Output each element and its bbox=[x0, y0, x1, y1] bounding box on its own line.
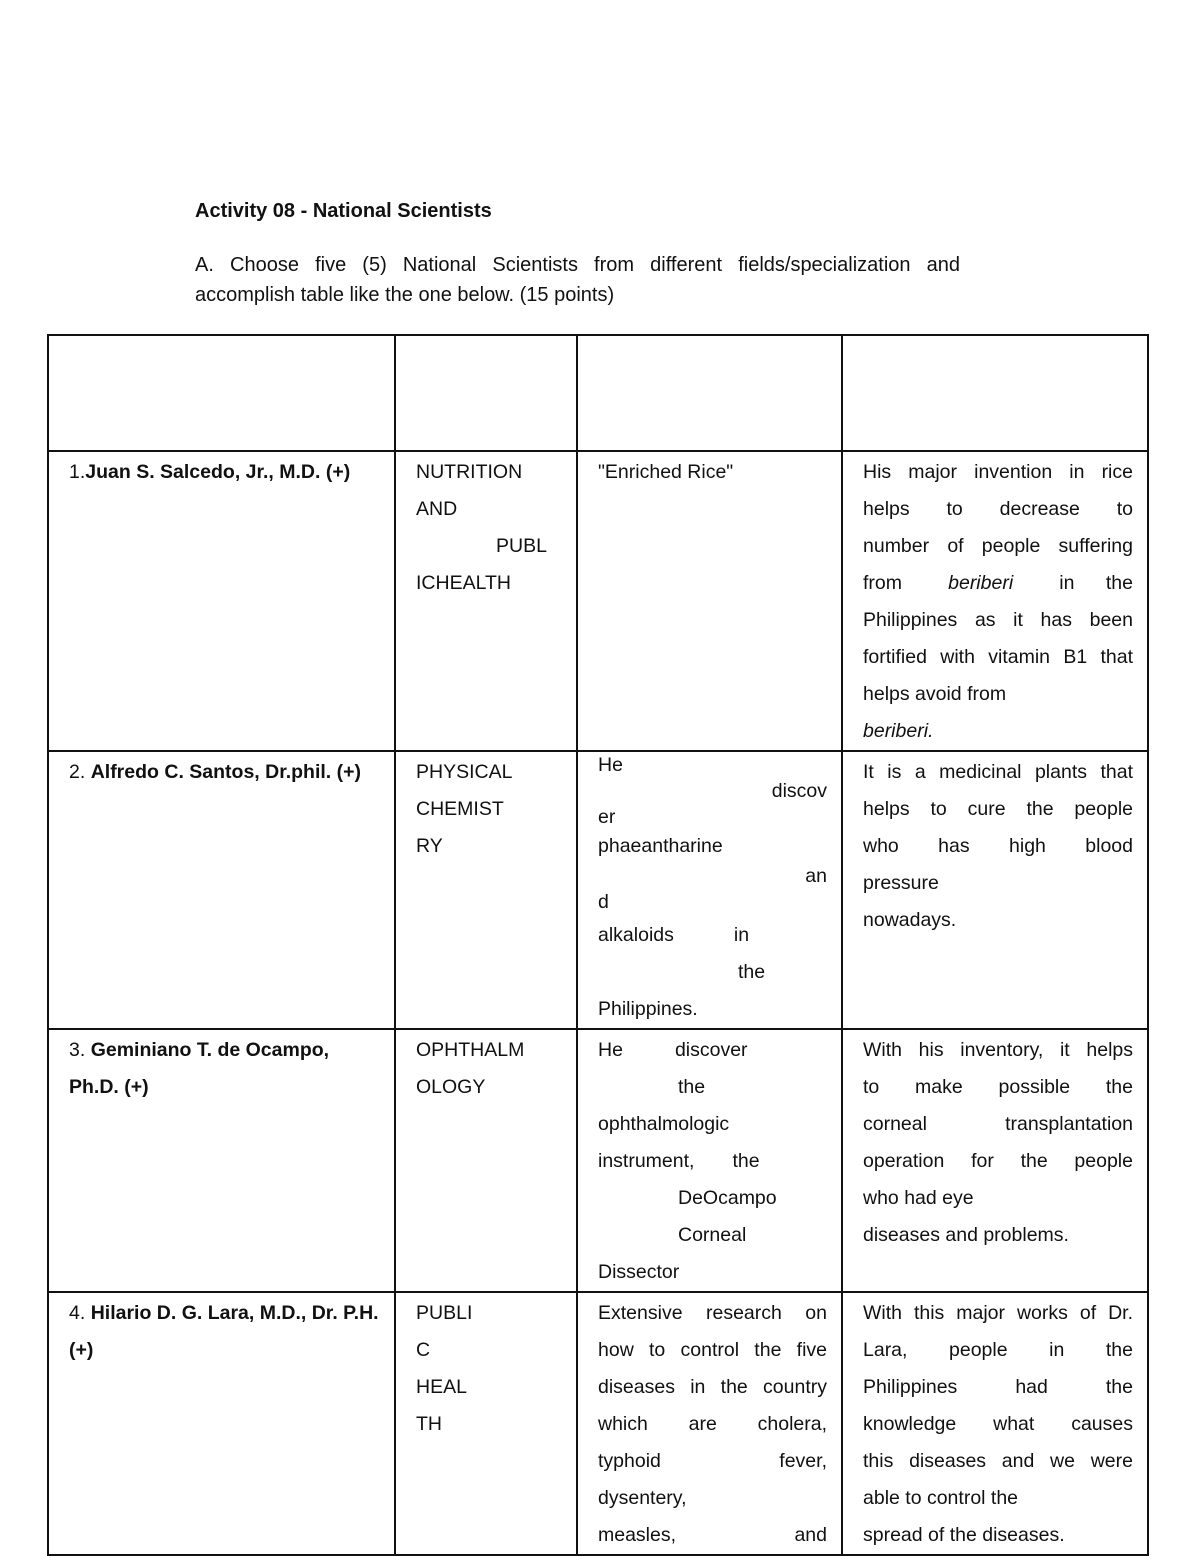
scientist-name-cell bbox=[48, 1029, 395, 1292]
contribution-cell bbox=[577, 751, 842, 1029]
field-line: OPHTHALM bbox=[416, 1039, 525, 1061]
contribution-cell bbox=[577, 451, 842, 751]
impact-line: able to control the bbox=[863, 1487, 1019, 1509]
scientist-name: Juan S. Salcedo, Jr., M.D. (+) bbox=[85, 461, 351, 483]
contribution-word: in bbox=[733, 924, 750, 946]
impact-word-italic: beriberi bbox=[948, 572, 1014, 594]
instructions-text: A. Choose five (5) National Scientists from different fields/specialization and accomplish table like the one below. (15 points) bbox=[195, 254, 960, 306]
field-cell bbox=[395, 1029, 577, 1292]
table-row bbox=[48, 751, 1148, 1029]
impact-line-italic: beriberi. bbox=[863, 720, 934, 742]
contribution-line: the bbox=[738, 961, 766, 983]
impact-line: Lara, people in the bbox=[863, 1339, 1133, 1361]
contribution-line: Extensive research on bbox=[598, 1302, 827, 1324]
header-cell-contribution bbox=[577, 335, 842, 451]
impact-line: fortified with vitamin B1 that bbox=[863, 646, 1133, 668]
contribution-word: discover bbox=[674, 1039, 748, 1061]
scientist-name-cell bbox=[48, 1292, 395, 1555]
contribution-line: an bbox=[805, 865, 827, 887]
impact-line: number of people suffering bbox=[863, 535, 1133, 557]
impact-line: helps avoid from bbox=[863, 683, 1007, 705]
table-row bbox=[48, 451, 1148, 751]
row-number: 3. bbox=[69, 1039, 86, 1061]
contribution-word: instrument, bbox=[598, 1150, 695, 1172]
impact-cell bbox=[842, 1029, 1148, 1292]
impact-line: who has high blood bbox=[863, 835, 1133, 857]
field-line: C bbox=[416, 1339, 431, 1361]
contribution-line-group bbox=[598, 1143, 827, 1180]
field-line: CHEMIST bbox=[416, 798, 504, 820]
field-line: RY bbox=[416, 835, 443, 857]
contribution-cell bbox=[577, 1292, 842, 1555]
contribution-line: discov bbox=[771, 780, 827, 802]
impact-line: nowadays. bbox=[863, 909, 957, 931]
contribution-line: the bbox=[678, 1076, 706, 1098]
impact-line: diseases and problems. bbox=[863, 1224, 1069, 1246]
table-header-row bbox=[48, 335, 1148, 451]
impact-line: It is a medicinal plants that bbox=[863, 761, 1133, 783]
page-title: Activity 08 - National Scientists bbox=[195, 200, 492, 222]
contribution-line: which are cholera, bbox=[598, 1413, 827, 1435]
scientist-name: Geminiano T. de Ocampo, Ph.D. (+) bbox=[69, 1039, 330, 1098]
contribution-line: DeOcampo bbox=[678, 1187, 777, 1209]
scientist-name-cell bbox=[48, 751, 395, 1029]
field-line: OLOGY bbox=[416, 1076, 486, 1098]
row-number: 2. bbox=[69, 761, 86, 783]
contribution-line: dysentery, bbox=[598, 1487, 687, 1509]
impact-line: helps to cure the people bbox=[863, 798, 1133, 820]
contribution-cell bbox=[577, 1029, 842, 1292]
field-line: AND bbox=[416, 498, 458, 520]
impact-line: this diseases and we were bbox=[863, 1450, 1133, 1472]
impact-word: from bbox=[863, 572, 902, 594]
impact-line: spread of the diseases. bbox=[863, 1524, 1065, 1546]
impact-line: Philippines as it has been bbox=[863, 609, 1133, 631]
header-cell-impact bbox=[842, 335, 1148, 451]
impact-line: Philippines had the bbox=[863, 1376, 1133, 1398]
field-line: PHYSICAL bbox=[416, 761, 513, 783]
impact-cell bbox=[842, 1292, 1148, 1555]
impact-line: With his inventory, it helps bbox=[863, 1039, 1133, 1061]
field-cell bbox=[395, 751, 577, 1029]
field-line: HEAL bbox=[416, 1376, 467, 1398]
field-line: NUTRITION bbox=[416, 461, 523, 483]
contribution-line: Philippines. bbox=[598, 998, 698, 1020]
impact-line: knowledge what causes bbox=[863, 1413, 1133, 1435]
header-cell-field bbox=[395, 335, 577, 451]
field-line: PUBLI bbox=[416, 1302, 473, 1324]
impact-word: in the bbox=[1059, 572, 1133, 594]
contribution-line: er bbox=[598, 806, 616, 828]
contribution-line: phaeantharine bbox=[598, 835, 723, 857]
impact-line: to make possible the bbox=[863, 1076, 1133, 1098]
row-number: 1. bbox=[69, 461, 86, 483]
contribution-word: alkaloids bbox=[598, 924, 674, 946]
scientist-name: Hilario D. G. Lara, M.D., Dr. P.H. (+) bbox=[69, 1302, 379, 1361]
contribution-line: measles, and bbox=[598, 1524, 827, 1546]
contribution-line: Corneal bbox=[678, 1224, 747, 1246]
field-line: ICHEALTH bbox=[416, 572, 511, 594]
table-row bbox=[48, 1292, 1148, 1555]
field-cell bbox=[395, 451, 577, 751]
impact-line: operation for the people bbox=[863, 1150, 1133, 1172]
contribution-line-group bbox=[598, 1032, 827, 1069]
contribution-line-group bbox=[598, 917, 827, 954]
contribution-line: "Enriched Rice" bbox=[598, 461, 734, 483]
contribution-line: ophthalmologic bbox=[598, 1113, 730, 1135]
impact-cell bbox=[842, 751, 1148, 1029]
field-line: PUBL bbox=[496, 535, 547, 557]
impact-line: With this major works of Dr. bbox=[863, 1302, 1133, 1324]
header-cell-name bbox=[48, 335, 395, 451]
impact-cell bbox=[842, 451, 1148, 751]
field-cell bbox=[395, 1292, 577, 1555]
scientist-name: Alfredo C. Santos, Dr.phil. (+) bbox=[90, 761, 362, 783]
contribution-line: Dissector bbox=[598, 1261, 680, 1283]
impact-line-group bbox=[863, 565, 1133, 602]
contribution-line: diseases in the country bbox=[598, 1376, 827, 1398]
impact-line: helps to decrease to bbox=[863, 498, 1133, 520]
scientist-name-cell bbox=[48, 451, 395, 751]
row-number: 4. bbox=[69, 1302, 86, 1324]
field-line: TH bbox=[416, 1413, 442, 1435]
impact-line: corneal transplantation bbox=[863, 1113, 1133, 1135]
impact-line: pressure bbox=[863, 872, 939, 894]
contribution-line: typhoid fever, bbox=[598, 1450, 827, 1472]
contribution-word: the bbox=[732, 1150, 760, 1172]
contribution-line: how to control the five bbox=[598, 1339, 827, 1361]
contribution-line: d bbox=[598, 891, 609, 913]
scientists-table bbox=[47, 334, 1149, 1556]
impact-line: who had eye bbox=[863, 1187, 974, 1209]
contribution-word: He bbox=[598, 1039, 623, 1061]
contribution-line: He bbox=[598, 754, 623, 776]
table-row bbox=[48, 1029, 1148, 1292]
impact-line: His major invention in rice bbox=[863, 461, 1133, 483]
